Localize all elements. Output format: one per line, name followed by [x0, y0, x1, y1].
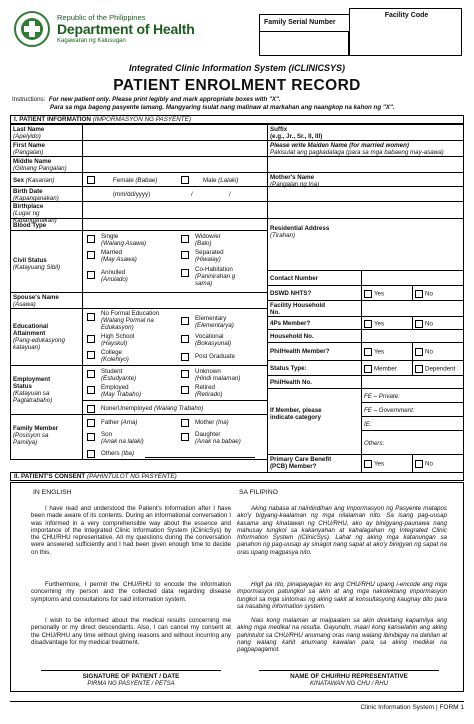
org-name: Department of Health — [57, 21, 195, 37]
others-checkbox[interactable] — [87, 450, 95, 458]
elementary-label: Elementary (Elementarya) — [195, 315, 234, 329]
philhealth-member-label: PhilHealth Member? — [267, 342, 362, 361]
family-serial-field[interactable] — [259, 32, 349, 56]
others-underline — [145, 457, 255, 458]
date-format-hint: (mm/dd/yyyy) — [113, 191, 151, 198]
dswd-no[interactable]: No — [412, 285, 464, 301]
fourps-no[interactable]: No — [412, 316, 464, 330]
philhealth-yes[interactable]: Yes — [361, 342, 413, 361]
dswd-yes[interactable]: Yes — [361, 285, 413, 301]
if-member-label: If Member, please indicate category — [267, 388, 362, 455]
household-no-label: Household No. — [267, 329, 362, 343]
philhealth-no-checkbox[interactable] — [415, 348, 423, 356]
birth-date-label: Birth Date (Kapanganakan) — [10, 186, 83, 202]
birthplace-field[interactable] — [82, 201, 268, 219]
patient-signature-label-tl: PIRMA NG PASYENTE / PETSA — [87, 681, 175, 687]
unknown-label: Unknown (Hindi malaman) — [195, 368, 241, 382]
fourps-no-checkbox[interactable] — [415, 320, 423, 328]
consent-box — [10, 482, 464, 692]
contact-label: Contact Number — [267, 270, 362, 286]
suffix-field[interactable]: Suffix (e.g., Jr., Sr., II, III) — [267, 124, 464, 141]
middle-name-label: Middle Name (Gitnang Pangalan) — [10, 156, 83, 173]
facility-code-field[interactable] — [349, 8, 462, 56]
consent-tl-heading: SA FILIPINO — [239, 489, 278, 496]
date-separator: / — [229, 191, 231, 198]
status-type-label: Status Type: — [267, 360, 362, 376]
sex-options — [82, 172, 268, 187]
consent-tl-p1: Aking nabasa at naintindihan ang Impormasyon ng Pasyente matapos ako'y bigyang-kaalaman ng mga nilalaman nito. Sa isang pag-uusap kasama ang kinatawan ng CHU/RHU, ako ay binigyang-paunawa nang mahusay tungkol sa kakanyahan at kahalagahan ng Integrated Clinic Information System (iClinicSys). Lahat ng aking mga katanungan sa panahon ng pag-uusap ay sinagot nang sapat at ako'y binigyan ng sapat na oras upang magpasya nito. — [237, 505, 447, 556]
residential-address-field[interactable]: Residential Address (Tirahan) — [267, 218, 464, 271]
separated-label: Separated (Hiwalay) — [195, 249, 224, 263]
pcb-yes[interactable]: Yes — [361, 454, 413, 473]
ie-field[interactable]: IE: — [361, 416, 464, 431]
postgrad-checkbox[interactable] — [181, 353, 189, 361]
consent-tl-p2: Higit pa rito, pinapayagan ko ang CHU/RHU upang i-encode ang mga impormasyon patungkol sa akin at ang mga nakolektang impormasyon tungkol sa mga sintomas ng aking sakit at konsultasyong kaugnay dito para sa nasabing information system. — [237, 581, 447, 610]
status-member[interactable]: Member — [361, 360, 413, 376]
first-name-field[interactable] — [82, 140, 268, 157]
cohab-label: Co-Habitation (Paninirahan g sama) — [195, 266, 236, 287]
spouse-label: Spouse's Name (Asawa) — [10, 292, 83, 309]
civil-status-label: Civil Status (Katayuang Sibil) — [10, 230, 83, 293]
single-checkbox[interactable] — [87, 235, 95, 243]
father-checkbox[interactable] — [87, 419, 95, 427]
unknown-checkbox[interactable] — [181, 370, 189, 378]
family-member-label: Family Member (Posisyon sa Pamilya) — [10, 414, 83, 460]
pcb-no-checkbox[interactable] — [415, 460, 423, 468]
facility-code-label: Facility Code — [384, 12, 429, 19]
dswd-yes-checkbox[interactable] — [364, 290, 372, 298]
facility-household-field[interactable] — [361, 300, 464, 317]
college-checkbox[interactable] — [87, 351, 95, 359]
spouse-field[interactable] — [82, 292, 268, 309]
employed-checkbox[interactable] — [87, 386, 95, 394]
first-name-label: First Name (Pangalan) — [10, 140, 83, 157]
employment-label: Employment Status (Katayuan sa Pagtatrabaho) — [10, 365, 83, 415]
unemployed-label: None/Unemployed (Walang Trabaho) — [101, 405, 204, 412]
mothers-name-extra[interactable] — [267, 201, 464, 219]
widow-checkbox[interactable] — [181, 235, 189, 243]
son-label: Son (Anak na lalaki) — [101, 431, 144, 445]
date-separator: / — [191, 191, 193, 198]
status-dependent[interactable]: Dependent — [412, 360, 464, 376]
last-name-label: Last Name (Apelyido) — [10, 124, 83, 141]
consent-en-p1: I have read and understood the Patient's Information after I have been made aware of its contents. During an informational conversation I was informed in a very comprehensible way about the essence and importance of the Integrated Clinic Information System (iClinicSys) by the CHU/RHU representative. All my questions during the conversation were answered sufficiently and I had been given enough time to decide on this. — [31, 505, 231, 556]
vocational-checkbox[interactable] — [181, 335, 189, 343]
fe-gov-field[interactable]: FE – Government: — [361, 402, 464, 417]
pcb-label: Primary Care Benefit (PCB) Member? — [267, 454, 362, 473]
others-category-field[interactable]: Others: — [361, 430, 464, 455]
widow-label: Widow/er (Balo) — [195, 233, 221, 247]
consent-tl-p3: Nais kong malaman at maipaalam sa akin direktang kapamilya ang aking mga medikal na resulta. Gayundin, maari kong kanselahin ang aking pahintulot sa CHU/RHU anumang oras nang walang ibinibigay na dahilan at nang walang kahit anumang kawalan para sa aking medikal na pagpapagamot. — [237, 617, 447, 654]
form-footer — [10, 701, 464, 714]
separated-checkbox[interactable] — [181, 251, 189, 259]
mother-label: Mother (Ina) — [195, 419, 229, 426]
retired-label: Retired (Retirado) — [195, 384, 223, 398]
son-checkbox[interactable] — [87, 433, 95, 441]
education-options — [82, 308, 268, 366]
member-checkbox[interactable] — [364, 365, 372, 373]
annulled-label: Annulled (Anulado) — [101, 269, 128, 283]
dependent-checkbox[interactable] — [415, 365, 423, 373]
consent-en-p3: I wish to be informed about the medical results concerning me personally or my direct descendants. Also, I can cancel my consent at the CHU/RHU any time without giving reasons and without incurring any disadvantage for my medical treatment. — [31, 617, 231, 646]
section-1-header: I. PATIENT INFORMATION (IMPORMASYON NG PASYENTE) — [10, 115, 464, 124]
household-no-field[interactable] — [361, 329, 464, 343]
daughter-checkbox[interactable] — [181, 433, 189, 441]
dswd-label: DSWD NHTS? — [267, 285, 362, 301]
maiden-name-note: Please write Maiden Name (for married women) Pakisulat ang pagkadalaga (para sa mga babaeng may-asawa) — [267, 140, 464, 157]
instructions-tl: Para sa mga bagong pasyente lamang. Mangyaring isulat nang malinaw at markahan ang naangkop na kahon ng "X". — [50, 104, 395, 111]
civil-status-options — [82, 230, 268, 293]
philhealth-no-field[interactable] — [361, 375, 464, 389]
rep-signature-label: NAME OF CHU/RHU REPRESENTATIVE — [290, 673, 408, 680]
doh-seal-icon — [14, 11, 50, 47]
facility-household-label: Facility Household No. — [267, 300, 362, 317]
fe-private-field[interactable]: FE – Private: — [361, 388, 464, 403]
fourps-yes-checkbox[interactable] — [364, 320, 372, 328]
no-formal-checkbox[interactable] — [87, 313, 95, 321]
female-checkbox[interactable] — [87, 176, 95, 184]
married-checkbox[interactable] — [87, 251, 95, 259]
org-line-3: Kagawaran ng Kalusugan — [57, 38, 126, 44]
mothers-name-input[interactable] — [267, 186, 464, 202]
mothers-name-field[interactable]: Mother's Name (Pangalan ng Ina) — [267, 172, 464, 187]
retired-checkbox[interactable] — [181, 386, 189, 394]
highschool-checkbox[interactable] — [87, 335, 95, 343]
father-label: Father (Ama) — [101, 419, 138, 426]
pcb-yes-checkbox[interactable] — [364, 460, 372, 468]
cohab-checkbox[interactable] — [181, 269, 189, 277]
fourps-yes[interactable]: Yes — [361, 316, 413, 330]
postgrad-label: Post Graduate — [195, 353, 235, 360]
others-label: Others (Iba) — [101, 450, 135, 457]
consent-en-p2: Furthermore, I permit the CHU/RHU to encode the information concerning my person and the collected data regarding disease symptoms and consultations for said information system. — [31, 581, 231, 603]
employment-options — [82, 365, 268, 415]
patient-signature-line[interactable] — [41, 670, 221, 671]
daughter-label: Daughter (Anak na babae) — [195, 431, 241, 445]
footer-text: Clinic Information System | FORM 1 — [360, 704, 464, 711]
no-formal-label: No Formal Education (Walang Pormal na Edukasyon) — [101, 310, 160, 331]
mother-checkbox[interactable] — [181, 419, 189, 427]
employed-label: Employed (May Trabaho) — [101, 384, 142, 398]
annulled-checkbox[interactable] — [87, 271, 95, 279]
vocational-label: Vocational (Bokasyunal) — [195, 333, 232, 347]
dswd-no-checkbox[interactable] — [415, 290, 423, 298]
birthplace-label: Birthplace (Lugar ng Kapanganakan) — [10, 201, 83, 219]
highschool-label: High School (Hayskul) — [101, 333, 135, 347]
philhealth-no-label: PhilHealth No. — [267, 375, 362, 389]
org-line-1: Republic of the Philippines — [57, 13, 146, 22]
fourps-label: 4Ps Member? — [267, 316, 362, 330]
rep-signature-line[interactable] — [259, 670, 439, 671]
patient-signature-label: SIGNATURE OF PATIENT / DATE — [82, 673, 180, 680]
instructions-en: Instructions: For new patient only. Please print legibly and mark appropriate boxes with "X". — [12, 96, 281, 103]
student-checkbox[interactable] — [87, 370, 95, 378]
middle-name-field[interactable] — [82, 156, 268, 173]
form-title: PATIENT ENROLMENT RECORD — [113, 77, 361, 94]
rep-signature-label-tl: KINATAWAN NG CHU / RHU — [310, 681, 388, 687]
family-member-options — [82, 414, 268, 460]
family-serial-label: Family Serial Number — [259, 14, 349, 32]
college-label: College (Kolehiyo) — [101, 349, 129, 363]
section-2-header: II. PATIENT'S CONSENT (PAHINTULOT NG PASYENTE) — [10, 472, 464, 481]
birth-date-field[interactable] — [82, 186, 268, 202]
unemployed-checkbox[interactable] — [87, 405, 95, 413]
male-label: Male (Lalaki) — [203, 177, 239, 184]
blood-type-label: Blood Type — [10, 218, 83, 231]
student-label: Student (Estudyante) — [101, 368, 137, 382]
maiden-name-field[interactable] — [267, 156, 464, 173]
philhealth-yes-checkbox[interactable] — [364, 348, 372, 356]
elementary-checkbox[interactable] — [181, 317, 189, 325]
married-label: Married (May Asawa) — [101, 249, 137, 263]
female-label: Female (Babae) — [113, 177, 158, 184]
education-label: Educational Attainment (Pang-edukasyong katayuan) — [10, 308, 83, 366]
pcb-no[interactable]: No — [412, 454, 464, 473]
sex-label: Sex (Kasarian) — [10, 172, 83, 187]
philhealth-no[interactable]: No — [412, 342, 464, 361]
system-title: Integrated Clinic Information System (iCLINICSYS) — [128, 63, 346, 73]
last-name-field[interactable] — [82, 124, 268, 141]
contact-field[interactable] — [361, 270, 464, 286]
single-label: Single (Walang Asawa) — [101, 233, 147, 247]
male-checkbox[interactable] — [181, 176, 189, 184]
consent-en-heading: IN ENGLISH — [33, 489, 72, 496]
